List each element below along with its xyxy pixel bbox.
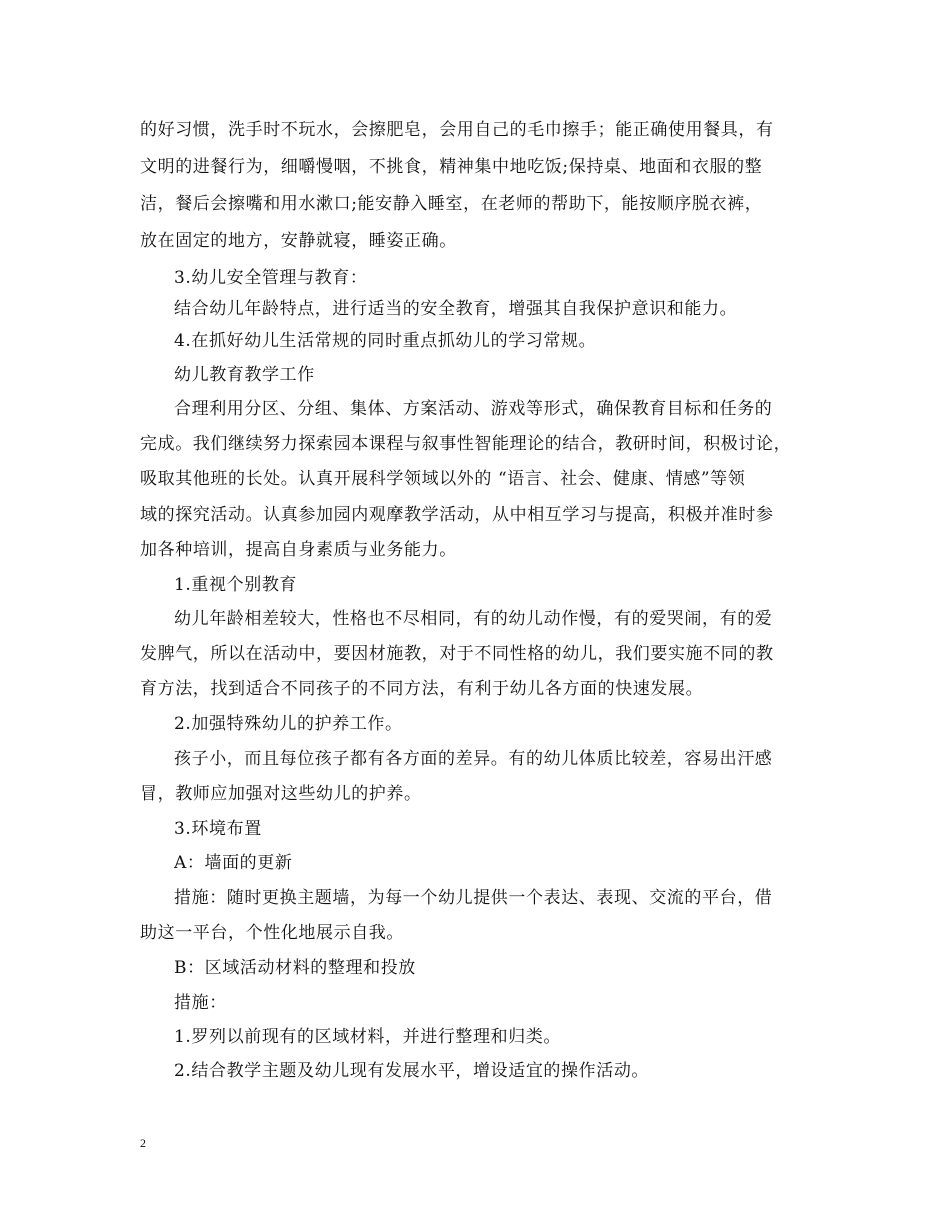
- body-text-line: 合理利用分区、分组、集体、方案活动、游戏等形式，确保教育目标和任务的: [174, 399, 773, 419]
- body-text-line: 洁，餐后会擦嘴和用水漱口;能安静入睡室，在老师的帮助下，能按顺序脱衣裤，: [140, 194, 763, 214]
- body-text-line: 发脾气，所以在活动中，要因材施教，对于不同性格的幼儿，我们要实施不同的教: [140, 644, 774, 664]
- section-heading: 4.在抓好幼儿生活常规的同时重点抓幼儿的学习常规。: [174, 331, 597, 351]
- body-text-line: 措施：: [174, 993, 227, 1013]
- body-text-line: 域的探究活动。认真参加园内观摩教学活动，从中相互学习与提高，积极并准时参: [140, 505, 774, 525]
- body-text-line: 冒，教师应加强对这些幼儿的护养。: [140, 784, 422, 804]
- section-heading: 幼儿教育教学工作: [174, 365, 315, 385]
- sub-heading: A：墙面的更新: [174, 853, 293, 873]
- list-item: 2.结合教学主题及幼儿现有发展水平，增设适宜的操作活动。: [174, 1061, 650, 1081]
- section-heading: 1.重视个别教育: [174, 575, 298, 595]
- body-text-line: 吸取其他班的长处。认真开展科学领域以外的 “语言、社会、健康、情感”等领: [140, 469, 746, 489]
- body-text-line: 幼儿年龄相差较大，性格也不尽相同，有的幼儿动作慢，有的爱哭闹，有的爱: [174, 609, 773, 629]
- body-text-line: 文明的进餐行为，细嚼慢咽，不挑食，精神集中地吃饭;保持桌、地面和衣服的整: [140, 157, 763, 177]
- body-text-line: 结合幼儿年龄特点，进行适当的安全教育，增强其自我保护意识和能力。: [174, 299, 738, 319]
- body-text-line: 育方法，找到适合不同孩子的不同方法，有利于幼儿各方面的快速发展。: [140, 679, 704, 699]
- body-text-line: 放在固定的地方，安静就寝，睡姿正确。: [140, 231, 457, 251]
- body-text-line: 的好习惯，洗手时不玩水，会擦肥皂，会用自己的毛巾擦手；能正确使用餐具，有: [140, 120, 774, 140]
- body-text-line: 加各种培训，提高自身素质与业务能力。: [140, 540, 457, 560]
- section-heading: 3.幼儿安全管理与教育：: [174, 268, 368, 288]
- body-text-line: 完成。我们继续努力探索园本课程与叙事性智能理论的结合，教研时间，积极讨论，: [140, 434, 792, 454]
- section-heading: 2.加强特殊幼儿的护养工作。: [174, 714, 403, 734]
- sub-heading: B：区域活动材料的整理和投放: [174, 958, 416, 978]
- body-text-line: 措施：随时更换主题墙，为每一个幼儿提供一个表达、表现、交流的平台，借: [174, 888, 773, 908]
- body-text-line: 孩子小，而且每位孩子都有各方面的差异。有的幼儿体质比较差，容易出汗感: [174, 749, 773, 769]
- body-text-line: 助这一平台，个性化地展示自我。: [140, 923, 404, 943]
- page-number: 2: [140, 1136, 146, 1150]
- section-heading: 3.环境布置: [174, 819, 262, 839]
- list-item: 1.罗列以前现有的区域材料，并进行整理和归类。: [174, 1027, 562, 1047]
